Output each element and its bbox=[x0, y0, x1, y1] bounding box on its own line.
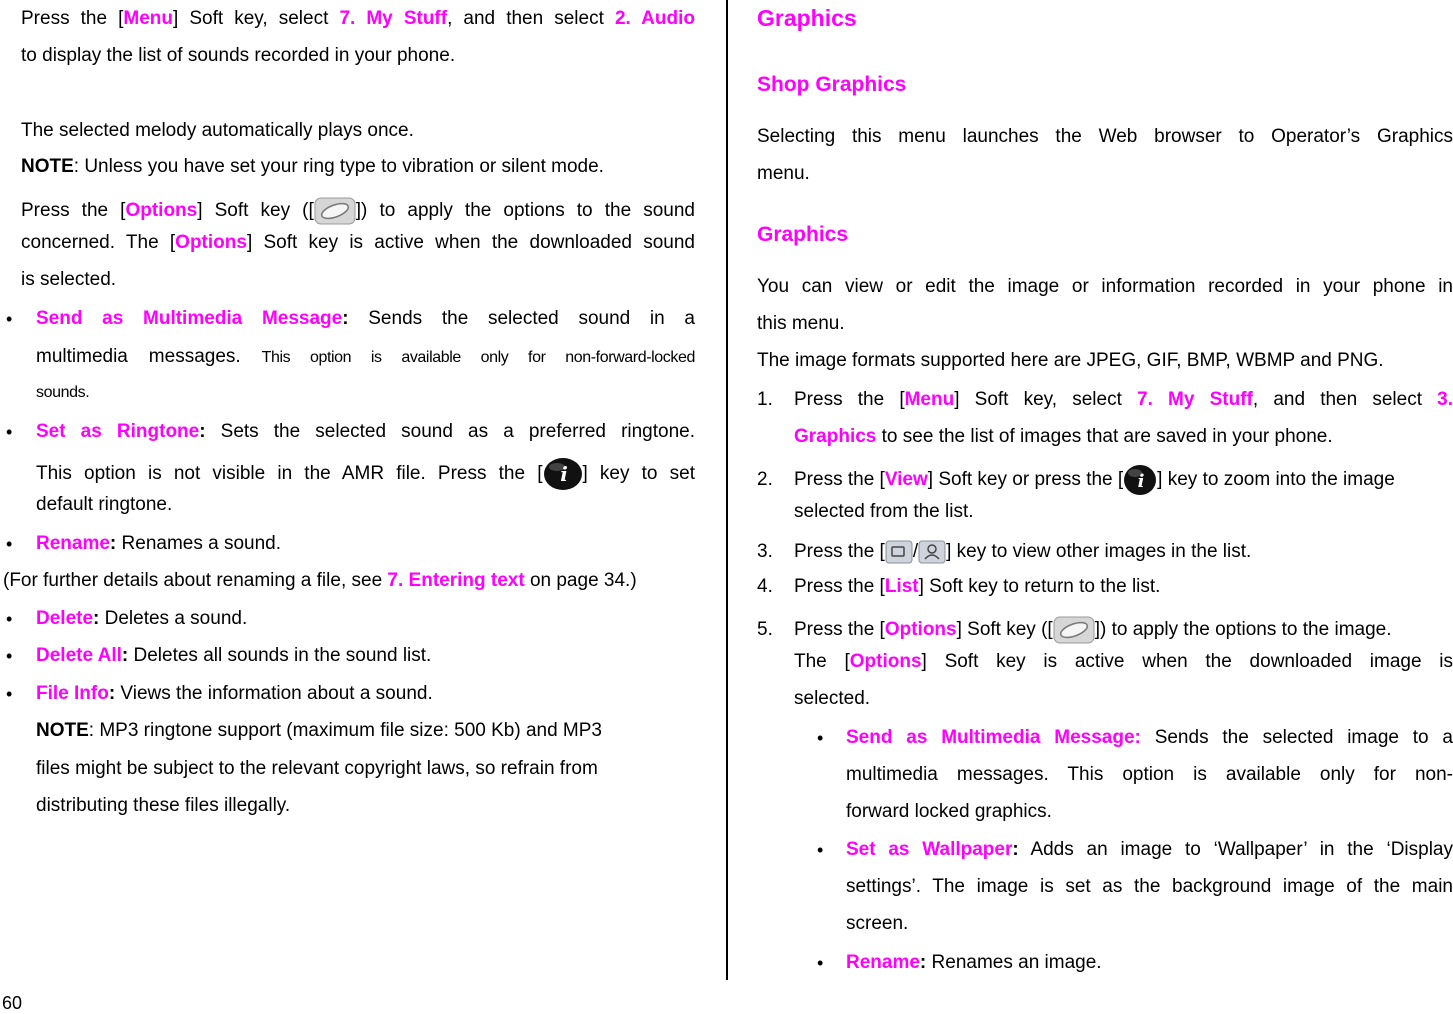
option-send-mms-image-line3: forward locked graphics. bbox=[846, 801, 1052, 822]
note-ring-type: NOTE: Unless you have set your ring type to vibration or silent mode. bbox=[21, 156, 604, 177]
note-mp3-line2: files might be subject to the relevant copyright laws, so refrain from bbox=[36, 758, 598, 779]
bullet-icon: • bbox=[817, 840, 824, 860]
option-set-ringtone-line2: This option is not visible in the AMR file. Press the [ i ] key to set bbox=[36, 455, 695, 492]
step-5-line2: The [Options] Soft key is active when the downloaded image is bbox=[794, 651, 1453, 672]
bullet-icon: • bbox=[6, 609, 13, 629]
note-mp3-line3: distributing these files illegally. bbox=[36, 795, 291, 816]
bullet-icon: • bbox=[6, 309, 13, 329]
option-send-mms: Send as Multimedia Message: Sends the selected sound in a bbox=[36, 308, 695, 329]
option-set-wallpaper: Set as Wallpaper: Adds an image to ‘Wallpaper’ in the ‘Display bbox=[846, 839, 1453, 860]
options-softkey-icon bbox=[1053, 615, 1095, 645]
graphics-heading: Graphics bbox=[757, 223, 849, 246]
bullet-icon: • bbox=[817, 953, 824, 973]
note-mp3: NOTE: MP3 ringtone support (maximum file size: 500 Kb) and MP3 bbox=[36, 720, 603, 741]
bullet-icon: • bbox=[6, 684, 13, 704]
melody-plays-text: The selected melody automatically plays once. bbox=[21, 120, 414, 141]
option-set-ringtone-line3: default ringtone. bbox=[36, 494, 173, 515]
option-send-mms-image-line2: multimedia messages. This option is available only for non- bbox=[846, 764, 1453, 785]
step-number: 2. bbox=[757, 469, 773, 490]
step-5-line3: selected. bbox=[794, 688, 871, 709]
option-send-mms-line2: multimedia messages. This option is available only for non-forward-locked bbox=[36, 346, 695, 367]
info-key-icon bbox=[543, 457, 583, 491]
option-rename-image: Rename: Renames an image. bbox=[846, 952, 1102, 973]
option-set-wallpaper-line3: screen. bbox=[846, 913, 909, 934]
nav-left-key-icon bbox=[885, 540, 913, 564]
option-file-info: File Info: Views the information about a sound. bbox=[36, 683, 433, 704]
step-1: Press the [Menu] Soft key, select 7. My Stuff, and then select 3. bbox=[794, 389, 1453, 410]
step-1-line2: Graphics to see the list of images that are saved in your phone. bbox=[794, 426, 1333, 447]
further-details-text: (For further details about renaming a file, see 7. Entering text on page 34.) bbox=[3, 570, 637, 591]
audio-intro-line1: Press the [Menu] Soft key, select 7. My Stuff, and then select 2. Audio bbox=[21, 8, 695, 29]
bullet-icon: • bbox=[6, 646, 13, 666]
step-number: 1. bbox=[757, 389, 773, 410]
option-send-mms-image: Send as Multimedia Message: Sends the selected image to a bbox=[846, 727, 1453, 748]
svg-text:i: i bbox=[559, 461, 568, 486]
option-delete-all: Delete All: Deletes all sounds in the sound list. bbox=[36, 645, 432, 666]
audio-intro-line2: to display the list of sounds recorded in your phone. bbox=[21, 45, 456, 66]
nav-right-key-icon bbox=[918, 540, 946, 564]
options-softkey-icon bbox=[314, 196, 356, 226]
column-divider bbox=[726, 0, 728, 980]
shop-graphics-text-line2: menu. bbox=[757, 163, 810, 184]
option-delete: Delete: Deletes a sound. bbox=[36, 608, 248, 629]
bullet-icon: • bbox=[6, 534, 13, 554]
entering-text-link[interactable]: 7. Entering text bbox=[387, 570, 525, 591]
graphics-intro: You can view or edit the image or information recorded in your phone in bbox=[757, 276, 1453, 297]
info-key-icon bbox=[1123, 464, 1157, 496]
svg-text:i: i bbox=[1137, 470, 1145, 492]
shop-graphics-text: Selecting this menu launches the Web browser to Operator’s Graphics bbox=[757, 126, 1453, 147]
shop-graphics-heading: Shop Graphics bbox=[757, 73, 907, 96]
options-paragraph-line3: is selected. bbox=[21, 269, 117, 290]
option-send-mms-line3: sounds. bbox=[36, 384, 90, 401]
step-2-line2: selected from the list. bbox=[794, 501, 974, 522]
step-number: 5. bbox=[757, 619, 773, 640]
step-number: 3. bbox=[757, 541, 773, 562]
step-number: 4. bbox=[757, 576, 773, 597]
option-set-ringtone: Set as Ringtone: Sets the selected sound as a preferred ringtone. bbox=[36, 421, 696, 442]
options-paragraph-line1: Press the [Options] Soft key ([ ]) to apply the options to the sound bbox=[21, 192, 695, 229]
option-rename: Rename: Renames a sound. bbox=[36, 533, 282, 554]
step-5: Press the [Options] Soft key ([ ]) to apply the options to the image. bbox=[794, 611, 1392, 648]
page-number: 60 bbox=[2, 993, 23, 1013]
step-4: Press the [List] Soft key to return to the list. bbox=[794, 576, 1161, 597]
bullet-icon: • bbox=[817, 728, 824, 748]
graphics-intro-line2: this menu. bbox=[757, 313, 845, 334]
image-formats-text: The image formats supported here are JPEG, GIF, BMP, WBMP and PNG. bbox=[757, 350, 1384, 371]
options-paragraph-line2: concerned. The [Options] Soft key is active when the downloaded sound bbox=[21, 232, 695, 253]
option-set-wallpaper-line2: settings’. The image is set as the background image of the main bbox=[846, 876, 1453, 897]
step-2: Press the [View] Soft key or press the [ i ] key to zoom into the image bbox=[794, 461, 1395, 498]
bullet-icon: • bbox=[6, 422, 13, 442]
step-3: Press the [ / ] key to view other images in the list. bbox=[794, 541, 1252, 562]
page-title: Graphics bbox=[757, 5, 857, 31]
